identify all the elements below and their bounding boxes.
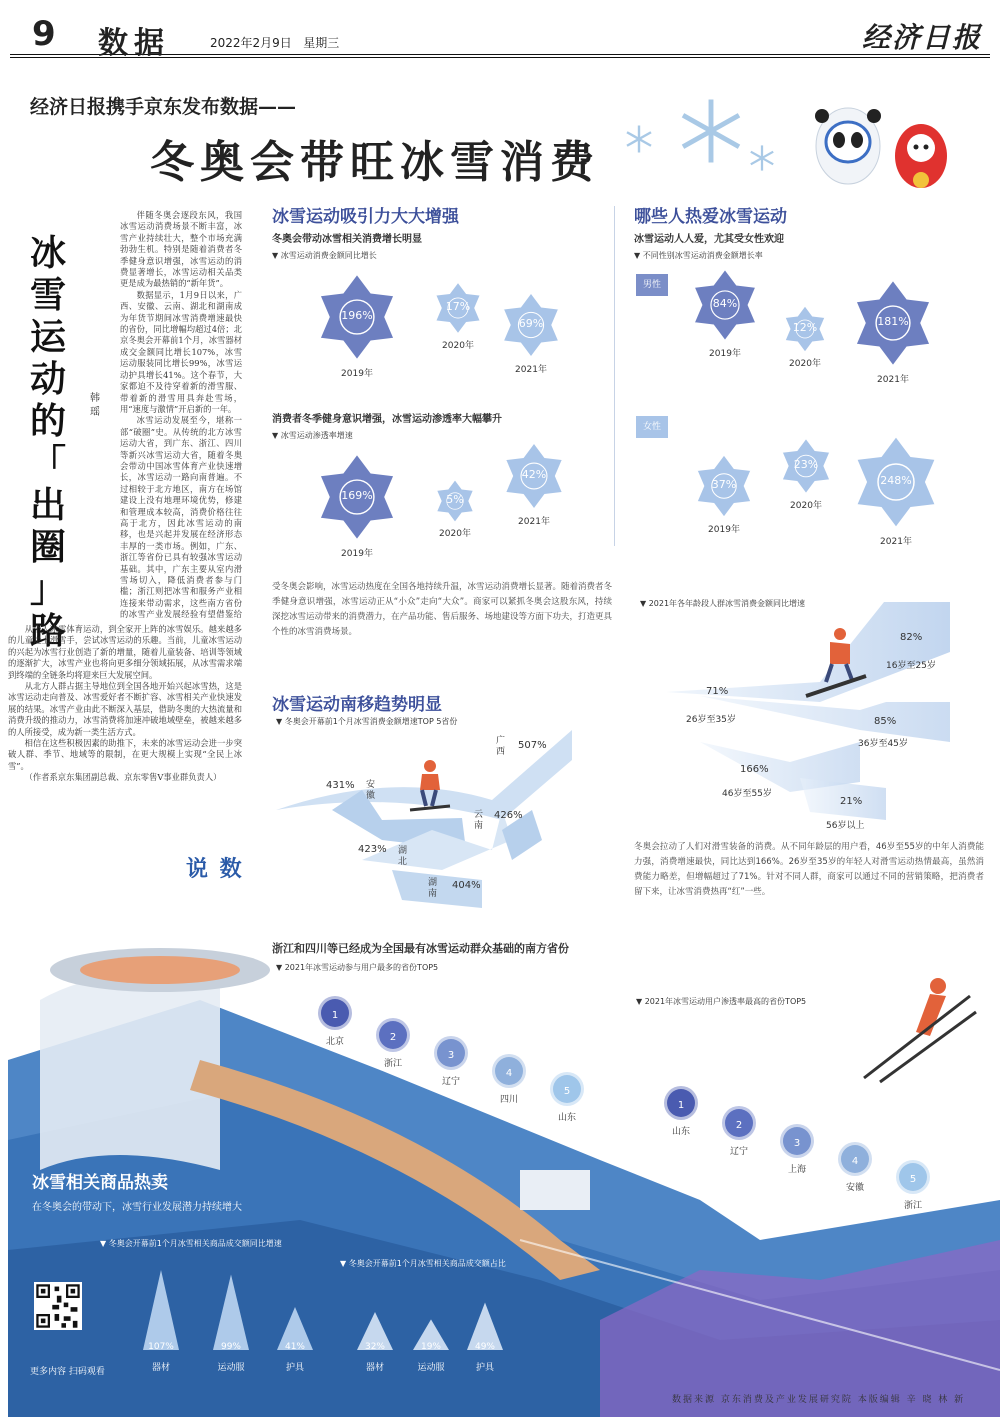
skier-illustration (400, 756, 460, 816)
year-label: 2021年 (880, 537, 912, 547)
page-number: 9 (32, 14, 56, 54)
year-label: 2019年 (709, 349, 741, 359)
data-label: 84% (712, 297, 738, 310)
year-label: 2020年 (789, 359, 821, 369)
data-label: 404% (452, 880, 481, 891)
category-label: 器材 (365, 1363, 384, 1373)
snowflake-icon (748, 144, 776, 172)
snowflake-stat (310, 450, 404, 559)
snowflake-stat (310, 270, 404, 379)
age-label: 16岁至25岁 (886, 661, 936, 671)
analysis-paragraph: 冬奥会拉动了人们对滑雪装备的消费。从不同年龄层的用户看，46岁至55岁的中年人消费能力强，消费增速最快，同比达到166%。26岁至35岁的年轻人对滑雪运动热情最高，虽然消费能力略差，但增幅超过了71%。针对不同人群，商家可以通过不同的营销策略，把消费者留下来，让冰雪消费热再“红”一些。 (634, 842, 984, 897)
triangle-mark (143, 1270, 179, 1350)
data-label: 107% (148, 1342, 174, 1352)
data-label: 196% (341, 309, 373, 322)
data-label: 82% (900, 632, 923, 643)
snowflake-stat (686, 266, 764, 359)
data-label: 431% (326, 780, 355, 791)
category-label: 运动服 (417, 1363, 445, 1373)
chart-note: ▼ 冬奥会开幕前1个月冰雪相关商品成交额占比 (340, 1259, 506, 1268)
data-label: 19% (420, 1342, 441, 1352)
province-label: 云南 (474, 810, 484, 831)
data-label: 17% (445, 300, 471, 313)
year-label: 2019年 (341, 549, 373, 559)
year-label: 2019年 (708, 525, 740, 535)
chart-note: ▼ 2021年冰雪运动用户渗透率最高的省份TOP5 (636, 997, 807, 1006)
shueyrhonrhon-mascot-icon (890, 110, 952, 190)
data-label: 166% (740, 764, 769, 775)
column-logo: 说 数 (186, 857, 244, 882)
age-label: 36岁至45岁 (858, 739, 908, 749)
rank-medal: 2 辽宁 (714, 1106, 764, 1157)
data-label: 69% (518, 317, 544, 330)
category-label: 护具 (475, 1363, 494, 1373)
credits: 数据来源 京东消费及产业发展研究院 本版编辑 辛 晓 林 新 (672, 1395, 966, 1405)
male-label: 男性 (636, 274, 668, 296)
bingdwendwen-mascot-icon (808, 100, 888, 188)
snowflake-icon (624, 124, 654, 154)
data-label: 507% (518, 740, 547, 751)
qr-code[interactable] (34, 1282, 82, 1330)
snowflake-stat (776, 436, 836, 511)
chart-note: ▼ 冬奥会开幕前1个月冰雪相关商品成交额同比增速 (100, 1239, 282, 1248)
year-label: 2020年 (439, 529, 471, 539)
year-label: 2020年 (790, 501, 822, 511)
data-label: 21% (840, 796, 863, 807)
age-label: 26岁至35岁 (686, 715, 736, 725)
article-column-2: 从个人冰雪体育运动，到全家开上阵的冰雪娱乐。越来越多的儿童走上滑雪手，尝试冰雪运动的乐趣。当前，儿童冰雪运动的兴起为冰雪行业创造了新的增量，随着儿童装备、培训等领域的逐渐扩大，冰雪产业也将向更多细分领域拓展，从冰雪需求端到终端的全链条均将迎来巨大发展空间。 从北方人群占据主导地位到全国各地开始兴起冰雪热，这是冰雪运动走向普及、冰雪爱好者不断扩容、冰雪相关产业快速发展的结果。冰雪产业由此不断深入基层，借助冬奥的大热流量和消费升级的推动力，冰雪消费将加速冲破地域壁垒，被越来越多的人所接受，成为新一类生活方式。 相信在这些积极因素的助推下，未来的冰雪运动会进一步突破人群、季节、地域等的限制，在更大规模上实现“全民上冰雪”。 （作者系京东集团副总裁、京东零售V事业群负责人） (8, 624, 242, 783)
section-title: 哪些人热爱冰雪运动 (634, 207, 787, 227)
rank-medal: 3 上海 (772, 1124, 822, 1175)
issue-date: 2022年2月9日 星期三 (210, 36, 340, 50)
data-label: 71% (706, 686, 729, 697)
rank-medal: 5 浙江 (888, 1160, 938, 1211)
article-column-1: 伴随冬奥会逐段东风，我国冰雪运动消费场景不断丰富，冰雪产业持续壮大，整个市场充满勃勃生机。特别是随着消费者冬季健身意识增强，冰雪运动的消费显著增长，冰雪运动相关品类更是成为最热销的“新年货”。 数据显示，1月9日以来，广西、安徽、云南、湖北和湖南成为年货节期间冰雪消费增速最快的省份，同比增幅均超过4倍；北京冬奥会开幕前1个月，冰雪器材成交金额同比增长107%，冰雪运动服装同比增长99%，冰雪运动护具增长41%。这个春节，大家都迫不及待穿着新的滑雪服、带着新的滑雪用具奔赴雪场，用“速度与激情”开启新的一年。 冰雪运动发展至今，堪称一部“破圈”史。从传统的北方冰雪运动大省，到广东、浙江、四川等新兴冰雪运动大省，随着冬奥会带动中国冰雪体育产业快速增长，冰雪运动一路向南普遍。不过相较于北方地区，南方在场馆建设上没有地理环境优势，修建和管理成本较高，消费价格往往高于北方，因此冰雪运动的南移，也是兴起并发展在经济形态丰厚的一类市场。例如，广东、浙江等省份已具有较强冰雪运动基础。其中，广东主要从室内滑雪场切入，降低消费者参与门槛；浙江则把冰雪和服务产业相连接来带动需求，这些南方省份的冰雪产业发展经验有望借鉴给 (120, 210, 242, 620)
snowflake-stat (846, 276, 940, 385)
snowflake-stat (430, 280, 486, 351)
data-label: 42% (521, 468, 547, 481)
qr-caption: 更多内容 扫码观看 (30, 1367, 105, 1377)
data-label: 426% (494, 810, 523, 821)
year-label: 2020年 (442, 341, 474, 351)
year-label: 2021年 (518, 517, 550, 527)
kicker: 经济日报携手京东发布数据—— (30, 96, 297, 118)
year-label: 2021年 (877, 375, 909, 385)
data-label: 99% (220, 1342, 241, 1352)
rank-medal: 1 北京 (310, 996, 360, 1047)
rank-medal: 3 辽宁 (426, 1036, 476, 1087)
rank-medal: 5 山东 (542, 1072, 592, 1123)
chart-note: ▼ 冬奥会开幕前1个月冰雪消费金额增速TOP 5省份 (276, 717, 458, 726)
snowflake-stat (498, 440, 570, 527)
chart-note: ▼ 不同性别冰雪运动消费金额增长率 (634, 251, 763, 260)
chart-subtitle: 冰雪运动人人爱，尤其受女性欢迎 (634, 234, 784, 245)
year-label: 2019年 (341, 369, 373, 379)
goods-section-subtitle: 在冬奥会的带动下，冰雪行业发展潜力持续增大 (32, 1202, 242, 1213)
data-label: 32% (364, 1342, 385, 1352)
paper-name: 经济日报 (861, 21, 982, 54)
province-label: 湖南 (428, 878, 438, 899)
snowflake-stat (780, 304, 830, 369)
data-label: 41% (284, 1342, 305, 1352)
article-title: 冰 雪 运 动 的 「 出 圈 」 路 (29, 232, 66, 652)
chart-subtitle: 冬奥会带动冰雪相关消费增长明显 (272, 234, 422, 245)
section-name: 数据 (98, 26, 170, 61)
data-label: 49% (474, 1342, 495, 1352)
snowflake-icon (676, 96, 746, 166)
data-label: 5% (446, 493, 464, 506)
category-label: 运动服 (217, 1363, 245, 1373)
snowflake-stat (690, 452, 758, 535)
chart-note: ▼ 2021年冰雪运动参与用户最多的省份TOP5 (276, 963, 439, 972)
chart-subtitle: 消费者冬季健身意识增强，冰雪运动渗透率大幅攀升 (272, 414, 502, 425)
age-label: 46岁至55岁 (722, 789, 772, 799)
province-label: 安徽 (366, 780, 376, 801)
analysis-paragraph: 受冬奥会影响，冰雪运动热度在全国各地持续升温，冰雪运动消费增长显著。随着消费者冬季健身意识增强，冰雪运动正从“小众”走向“大众”。商家可以紧抓冬奥会这股东风，持续深挖冰雪运动带来的消费潜力，在产品功能、售后服务、场地建设等方面下功夫，打造更具个性的冰雪消费场景。 (272, 582, 613, 637)
data-label: 23% (793, 458, 819, 471)
masthead (10, 8, 990, 61)
snowflake-stat (432, 478, 478, 539)
section-title: 浙江和四川等已经成为全国最有冰雪运动群众基础的南方省份 (272, 942, 569, 955)
rank-medal: 2 浙江 (368, 1018, 418, 1069)
female-label: 女性 (636, 416, 668, 438)
article-author: 韩瑶 (90, 393, 100, 418)
data-label: 85% (874, 716, 897, 727)
headline: 冬奥会带旺冰雪消费 (150, 137, 600, 188)
divider (614, 206, 615, 546)
goods-section-title: 冰雪相关商品热卖 (32, 1173, 168, 1193)
rank-medal: 1 山东 (656, 1086, 706, 1137)
year-label: 2021年 (515, 365, 547, 375)
triangle-mark (213, 1274, 249, 1350)
data-label: 181% (877, 315, 909, 328)
category-label: 护具 (285, 1363, 304, 1373)
data-label: 248% (880, 474, 912, 487)
section-title: 冰雪运动南移趋势明显 (272, 695, 442, 715)
snowflake-stat (846, 432, 946, 547)
data-label: 423% (358, 844, 387, 855)
age-label: 56岁以上 (826, 821, 865, 831)
section-title: 冰雪运动吸引力大大增强 (272, 207, 459, 227)
data-label: 169% (341, 489, 373, 502)
rank-medal: 4 四川 (484, 1054, 534, 1105)
data-label: 12% (792, 321, 818, 334)
snowboarder-illustration (800, 624, 870, 700)
snowflake-stat (496, 290, 566, 375)
province-label: 广西 (496, 736, 506, 757)
chart-note: ▼ 冰雪运动消费金额同比增长 (272, 251, 377, 260)
chart-note: ▼ 冰雪运动渗透率增速 (272, 431, 353, 440)
chart-note: ▼ 2021年各年龄段人群冰雪消费金额同比增速 (640, 599, 806, 608)
province-label: 湖北 (398, 846, 408, 867)
rank-medal: 4 安徽 (830, 1142, 880, 1193)
category-label: 器材 (151, 1363, 170, 1373)
data-label: 37% (711, 478, 737, 491)
